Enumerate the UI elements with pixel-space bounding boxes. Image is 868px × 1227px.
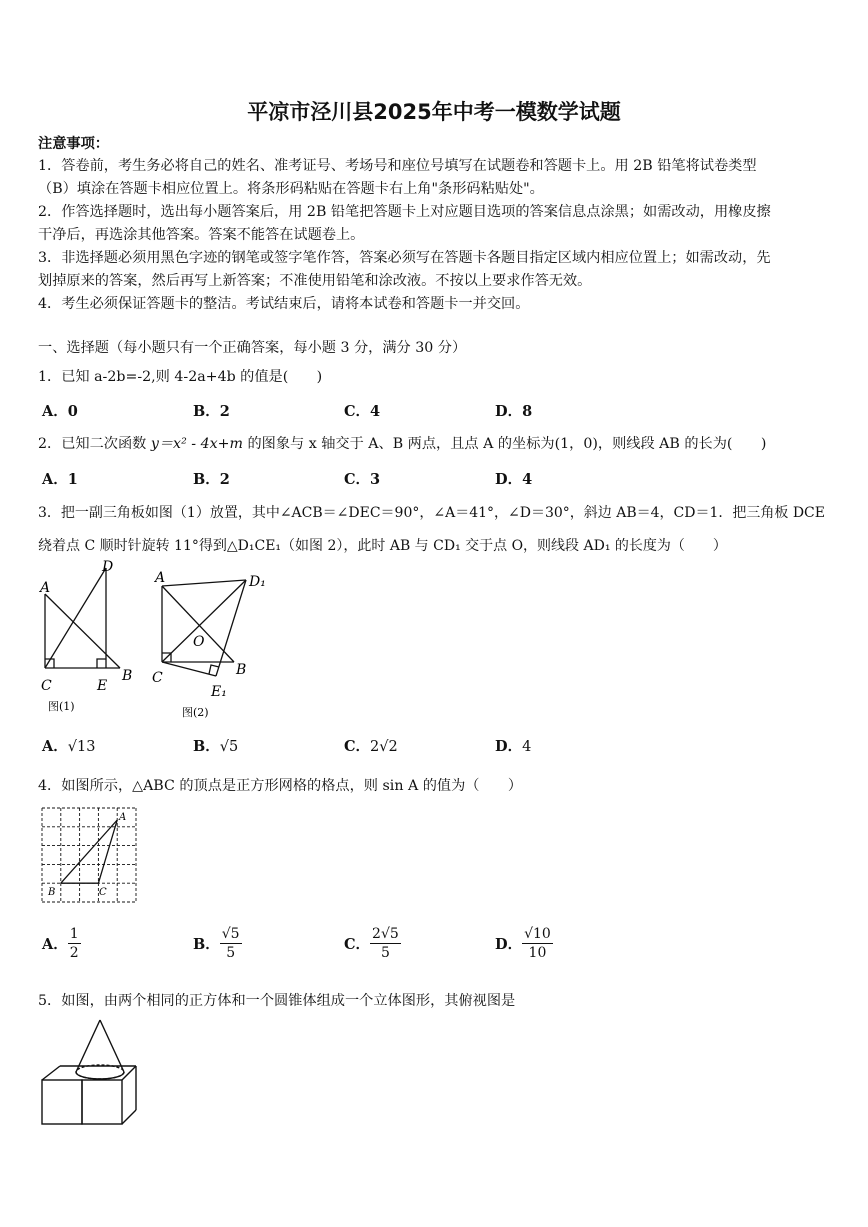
notice-line: 干净后，再选涂其他答案。答案不能答在试题卷上。 — [38, 227, 365, 243]
notice-line: 2．作答选择题时，选出每小题答案后，用 2B 铅笔把答题卡上对应题目选项的答案信息点涂黑；如需改动，用橡皮擦 — [38, 204, 771, 220]
fig2-label-o: O — [193, 634, 205, 650]
notice-line: 1．答卷前，考生务必将自己的姓名、准考证号、考场号和座位号填写在试题卷和答题卡上。用 2B 铅笔将试卷类型 — [38, 158, 757, 174]
question-3-line2: 绕着点 C 顺时针旋转 11°得到△D₁CE₁（如图 2），此时 AB 与 CD₁ 交于点 O，则线段 AD₁ 的长度为（ ） — [38, 538, 727, 554]
fig2-label-d1: D₁ — [249, 574, 266, 590]
q3-figure-2 — [150, 566, 275, 726]
fig2-label-e1: E₁ — [211, 684, 227, 700]
notice-line: 3．非选择题必须用黑色字迹的钢笔或签字笔作答，答案必须写在答题卡各题目指定区域内相应位置上；如需改动，先 — [38, 250, 771, 266]
q2-option-d: D．4 — [495, 471, 533, 488]
question-1-stem: 1．已知 a-2b=-2,则 4-2a+4b 的值是( ) — [38, 369, 323, 385]
q4-option-c: C． $\frac{2√5}{5}$ — [344, 926, 399, 961]
q5-solid-figure — [38, 1016, 142, 1128]
q1-option-c: C．4 — [344, 403, 381, 420]
question-5-stem: 5．如图，由两个相同的正方体和一个圆锥体组成一个立体图形，其俯视图是 — [38, 993, 516, 1009]
notice-line: 划掉原来的答案，然后再写上新答案；不准使用铅笔和涂改液。不按以上要求作答无效。 — [38, 273, 592, 289]
q3-figure-1 — [36, 558, 144, 718]
q1-option-d: D．8 — [495, 403, 533, 420]
q4-option-d: D． $\frac{√10}{10}$ — [495, 926, 551, 961]
question-2-stem — [38, 433, 766, 453]
fig1-label-d: D — [102, 559, 114, 575]
fig2-caption: 图(2) — [182, 706, 209, 719]
fig1-label-e: E — [97, 678, 108, 694]
page-title: 平凉市泾川县2025年中考一模数学试题 — [247, 100, 621, 124]
q1-option-b: B．2 — [193, 403, 230, 420]
q1-option-a: A．0 — [42, 403, 78, 420]
notice-heading: 注意事项： — [38, 136, 109, 152]
q4-option-b: B． $\frac{√5}{5}$ — [193, 926, 240, 961]
q2-option-a: A．1 — [42, 471, 78, 488]
q4-grid-figure — [40, 806, 138, 904]
fig2-label-c: C — [152, 670, 163, 686]
q4-label-c: C — [99, 887, 107, 898]
notice-line: 4．考生必须保证答题卡的整洁。考试结束后，请将本试卷和答题卡一并交回。 — [38, 296, 530, 312]
section-heading: 一、选择题（每小题只有一个正确答案，每小题 3 分，满分 30 分） — [38, 340, 467, 356]
fig1-label-a: A — [40, 580, 51, 596]
fig1-label-c: C — [41, 678, 52, 694]
fig2-label-b: B — [236, 662, 247, 678]
q2-stem-part-a: 2．已知二次函数 — [38, 436, 151, 452]
question-4-stem: 4．如图所示，△ABC 的顶点是正方形网格的格点，则 sin A 的值为（ ） — [38, 778, 523, 794]
q3-option-c: C．2√2 — [344, 738, 398, 755]
q4-option-a: A． $\frac{1}{2}$ — [42, 926, 79, 961]
q3-option-a: A．√13 — [42, 738, 96, 755]
q4-label-a: A — [119, 812, 127, 823]
fig1-label-b: B — [122, 668, 133, 684]
q4-label-b: B — [48, 887, 56, 898]
q2-stem-part-b: 的图象与 x 轴交于 A、B 两点，且点 A 的坐标为(1，0)，则线段 AB 的长为( ) — [242, 436, 767, 452]
fig2-label-a: A — [155, 570, 166, 586]
q2-option-c: C．3 — [344, 471, 381, 488]
q3-option-d: D．4 — [495, 738, 532, 755]
q2-option-b: B．2 — [193, 471, 230, 488]
question-3-line1: 3．把一副三角板如图（1）放置，其中∠ACB＝∠DEC＝90°，∠A＝41°，∠D＝30°，斜边 AB＝4，CD＝1．把三角板 DCE — [38, 505, 825, 521]
q2-formula: y＝x² ‑ 4x+m — [150, 436, 243, 452]
notice-line: （B）填涂在答题卡相应位置上。将条形码粘贴在答题卡右上角"条形码粘贴处"。 — [38, 181, 544, 197]
fig1-caption: 图(1) — [48, 700, 75, 713]
q3-option-b: B．√5 — [193, 738, 239, 755]
